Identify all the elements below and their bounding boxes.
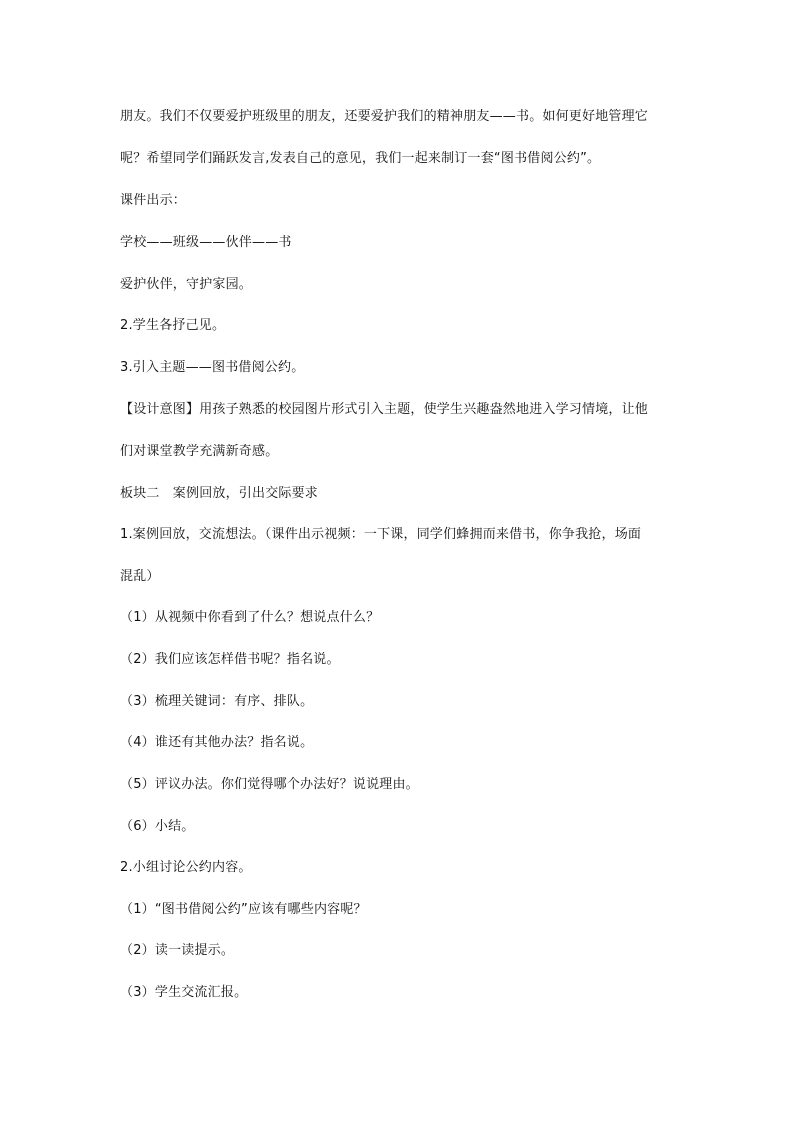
sub-list-item: （4）谁还有其他办法？指名说。 <box>120 735 314 750</box>
design-intent-line: 【设计意图】用孩子熟悉的校园图片形式引入主题，使学生兴趣盎然地进入学习情境，让他 <box>120 402 649 417</box>
paragraph-line: 朋友。我们不仅要爱护班级里的朋友，还要爱护我们的精神朋友——书。如何更好地管理它 <box>120 109 649 124</box>
sub-list-item: （3）学生交流汇报。 <box>120 985 248 1000</box>
paragraph-line: 呢？希望同学们踊跃发言,发表自己的意见，我们一起来制订一套“图书借阅公约”。 <box>120 151 601 166</box>
paragraph-line: 混乱） <box>120 569 160 584</box>
sub-list-item: （6）小结。 <box>120 819 195 834</box>
sub-list-item: （5）评议办法。你们觉得哪个办法好？说说理由。 <box>120 777 419 792</box>
list-item: 2.小组讨论公约内容。 <box>120 860 252 875</box>
list-item: 3.引入主题——图书借阅公约。 <box>120 360 305 375</box>
sub-list-item: （3）梳理关键词：有序、排队。 <box>120 694 314 709</box>
paragraph-line: 爱护伙伴，守护家园。 <box>120 277 253 292</box>
sub-list-item: （1）从视频中你看到了什么？想说点什么？ <box>120 610 380 625</box>
section-label: 课件出示： <box>120 193 187 208</box>
section-heading: 板块二 案例回放，引出交际要求 <box>120 486 319 501</box>
sub-list-item: （1）“图书借阅公约”应该有哪些内容呢？ <box>120 902 367 917</box>
paragraph-line: 学校——班级——伙伴——书 <box>120 235 292 250</box>
list-item: 1.案例回放，交流想法。（课件出示视频：一下课，同学们蜂拥而来借书，你争我抢，场面 <box>120 527 642 542</box>
sub-list-item: （2）我们应该怎样借书呢？指名说。 <box>120 652 340 667</box>
list-item: 2.学生各抒己见。 <box>120 318 226 333</box>
sub-list-item: （2）读一读提示。 <box>120 943 235 958</box>
design-intent-line: 们对课堂教学充满新奇感。 <box>120 444 279 459</box>
